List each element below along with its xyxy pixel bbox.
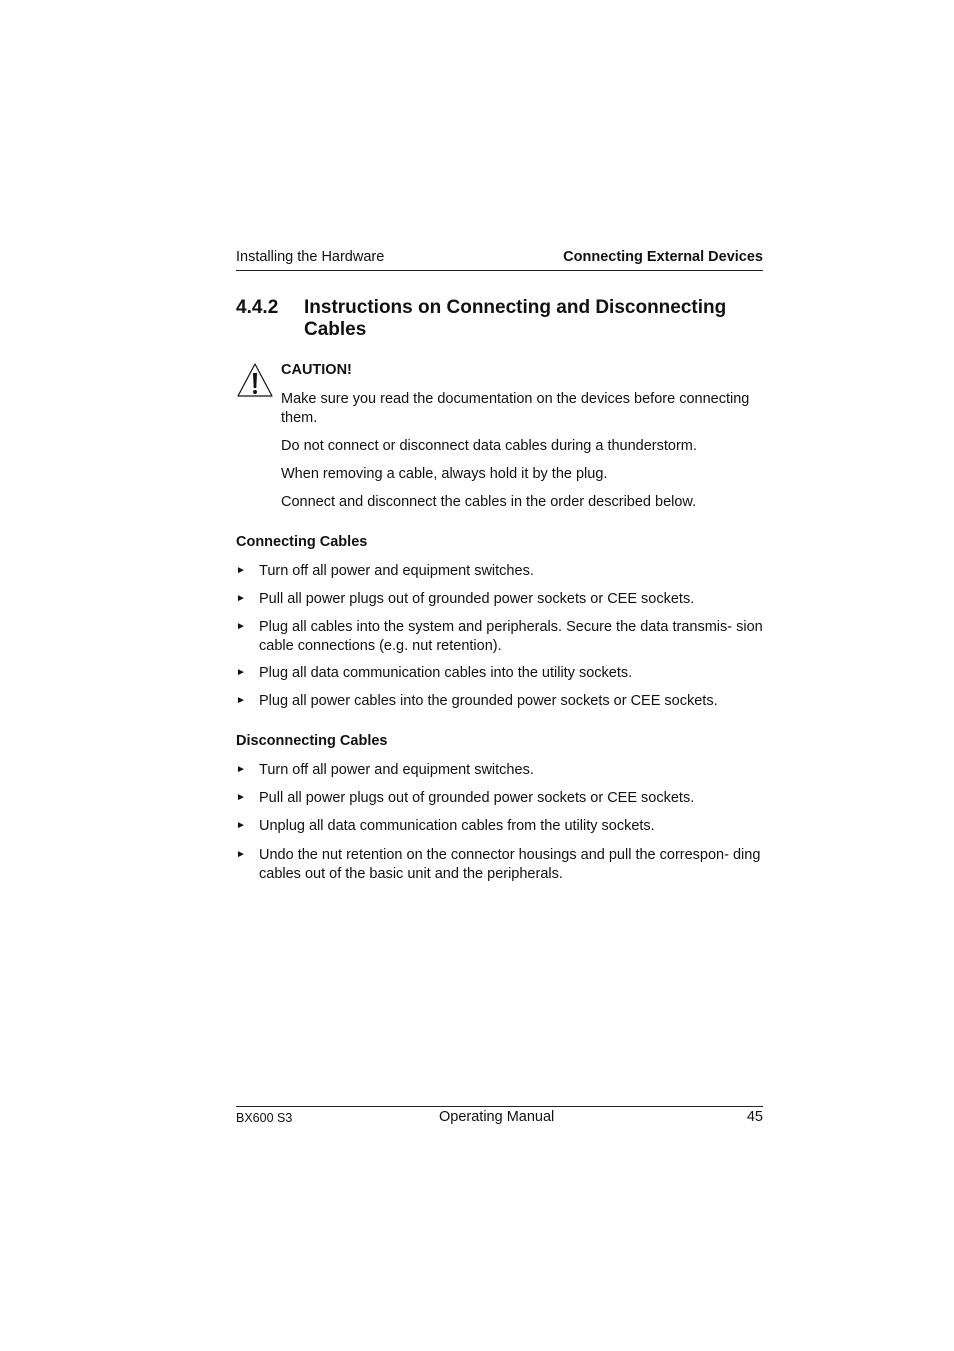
- list-item-text: Plug all cables into the system and peripherals. Secure the data transmis- sion cable connections (e.g. nut retention).: [259, 619, 763, 654]
- footer-product: BX600 S3: [236, 1111, 293, 1125]
- footer-rule: [236, 1106, 763, 1107]
- list-item: [236, 789, 766, 808]
- bullet-arrow-icon: ►: [236, 621, 246, 632]
- caution-heading: CAUTION!: [281, 362, 352, 378]
- page-number: 45: [746, 1109, 763, 1125]
- list-item-text: Plug all power cables into the grounded power sockets or CEE sockets.: [259, 693, 718, 709]
- header-rule: [236, 270, 763, 271]
- footer-manual-title: Operating Manual: [439, 1109, 555, 1125]
- caution-paragraph: Make sure you read the documentation on the devices before connecting them.: [281, 391, 750, 426]
- list-item-text: Turn off all power and equipment switches.: [259, 563, 534, 579]
- list-item: [236, 562, 766, 581]
- list-item-text: Undo the nut retention on the connector housings and pull the correspon- ding cables out of the basic unit and the peripherals.: [259, 847, 761, 882]
- running-header-chapter: Installing the Hardware: [236, 249, 385, 265]
- disconnecting-cables-heading: Disconnecting Cables: [236, 733, 388, 749]
- list-item: [236, 664, 766, 683]
- list-item: [236, 618, 766, 655]
- list-item-text: Pull all power plugs out of grounded power sockets or CEE sockets.: [259, 790, 695, 806]
- list-item: [236, 692, 766, 711]
- bullet-arrow-icon: ►: [236, 764, 246, 775]
- list-item: [236, 817, 766, 836]
- bullet-arrow-icon: ►: [236, 820, 246, 831]
- section-title: Instructions on Connecting and Disconnecting Cables: [304, 297, 727, 340]
- caution-paragraph: Connect and disconnect the cables in the order described below.: [281, 494, 697, 510]
- caution-paragraph: When removing a cable, always hold it by the plug.: [281, 466, 608, 482]
- bullet-arrow-icon: ►: [236, 667, 246, 678]
- bullet-arrow-icon: ►: [236, 593, 246, 604]
- connecting-cables-heading: Connecting Cables: [236, 534, 368, 550]
- list-item-text: Plug all data communication cables into the utility sockets.: [259, 665, 633, 681]
- bullet-arrow-icon: ►: [236, 695, 246, 706]
- section-number: 4.4.2: [236, 297, 279, 318]
- list-item-text: Turn off all power and equipment switches.: [259, 762, 534, 778]
- list-item: [236, 761, 766, 780]
- list-item: [236, 846, 766, 883]
- list-item: [236, 590, 766, 609]
- bullet-arrow-icon: ►: [236, 792, 246, 803]
- list-item-text: Pull all power plugs out of grounded power sockets or CEE sockets.: [259, 591, 695, 607]
- caution-paragraph: Do not connect or disconnect data cables during a thunderstorm.: [281, 438, 697, 454]
- bullet-arrow-icon: ►: [236, 849, 246, 860]
- bullet-arrow-icon: ►: [236, 565, 246, 576]
- caution-triangle-icon: [236, 363, 274, 399]
- running-header-section: Connecting External Devices: [563, 249, 763, 265]
- list-item-text: Unplug all data communication cables from the utility sockets.: [259, 818, 655, 834]
